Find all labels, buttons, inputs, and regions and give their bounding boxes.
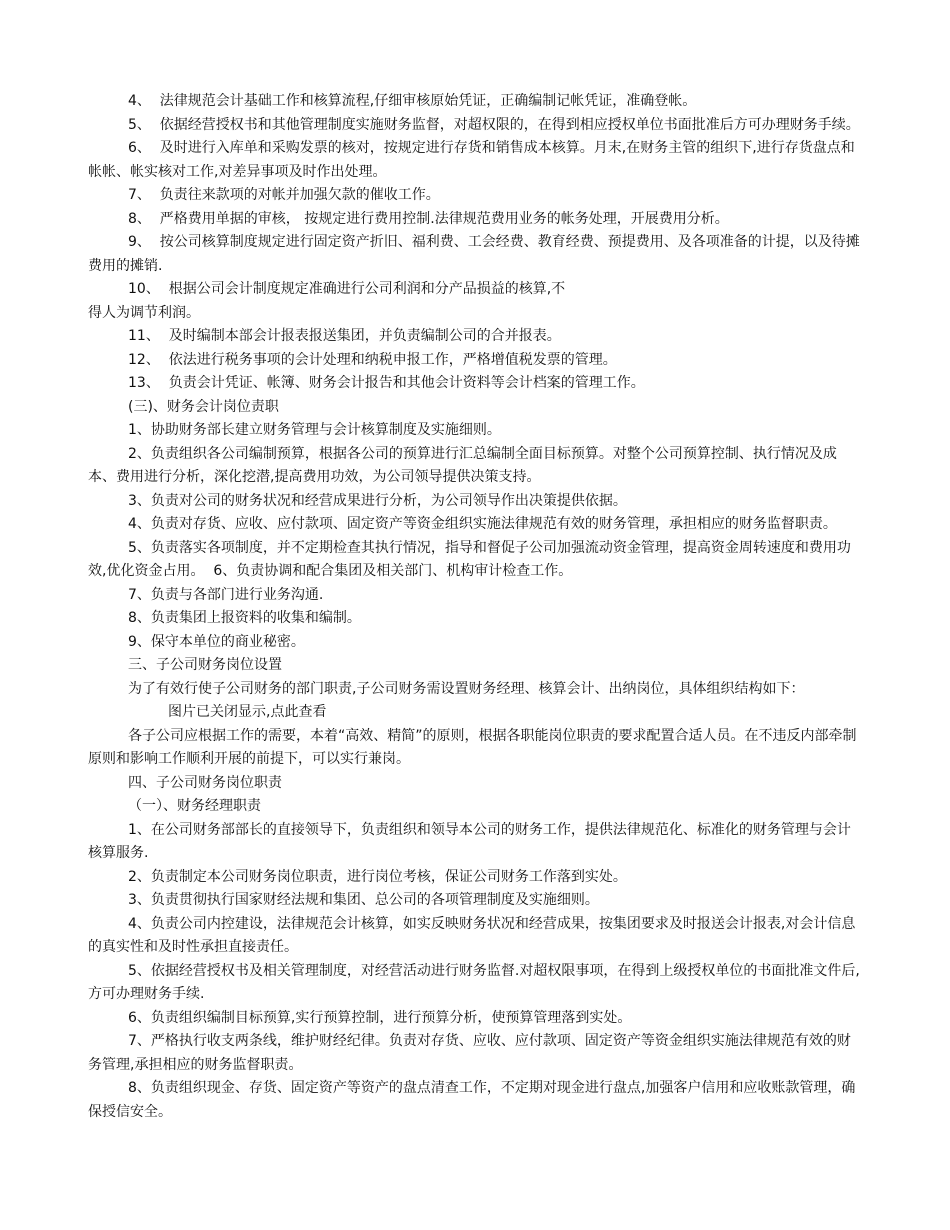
- paragraph: 9、保守本单位的商业秘密。: [128, 633, 305, 650]
- paragraph: 3、负责对公司的财务状况和经营成果进行分析，为公司领导作出决策提供依据。: [128, 492, 627, 509]
- paragraph: 为了有效行使子公司财务的部门职责,子公司财务需设置财务经理、核算会计、出纳岗位，具体组织结构如下：: [128, 680, 805, 697]
- paragraph: 4、 法律规范会计基础工作和核算流程,仔细审核原始凭证，正确编制记帐凭证，准确登帐。: [128, 93, 697, 109]
- paragraph: 各子公司应根据工作的需要，本着“高效、精简”的原则，根据各职能岗位职责的要求配置合适人员。在不违反内部牵制原则和影响工作顺利开展的前提下，可以实行兼岗。: [88, 727, 857, 767]
- paragraph: 2、负责组织各公司编制预算，根据各公司的预算进行汇总编制全面目标预算。对整个公司预算控制、执行情况及成本、费用进行分析，深化挖潜,提高费用功效，为公司领导提供决策支持。: [88, 445, 837, 485]
- paragraph: 11、 及时编制本部会计报表报送集团，并负责编制公司的合并报表。: [128, 328, 561, 344]
- paragraph: 6、负责组织编制目标预算,实行预算控制，进行预算分析，使预算管理落到实处。: [128, 1009, 632, 1026]
- paragraph: 4、负责对存货、应收、应付款项、固定资产等资金组织实施法律规范有效的财务管理，承担相应的财务监督职责。: [128, 516, 837, 532]
- paragraph: 7、负责与各部门进行业务沟通.: [128, 586, 324, 603]
- paragraph: 8、 严格费用单据的审核， 按规定进行费用控制.法律规范费用业务的帐务处理，开展费用分析。: [128, 210, 729, 227]
- paragraph: 10、 根据公司会计制度规定准确进行公司利润和分产品损益的核算,不: [128, 281, 566, 297]
- section-heading: 四、子公司财务岗位职责: [128, 774, 282, 791]
- paragraph: 12、 依法进行税务事项的会计处理和纳税申报工作，严格增值税发票的管理。: [128, 351, 617, 368]
- paragraph: 5、依据经营授权书及相关管理制度，对经营活动进行财务监督.对超权限事项，在得到上级授权单位的书面批准文件后,方可办理财务手续.: [88, 962, 860, 1002]
- paragraph: 8、负责组织现金、存货、固定资产等资产的盘点清查工作，不定期对现金进行盘点,加强客户信用和应收账款管理，确保授信安全。: [88, 1080, 856, 1120]
- paragraph: 2、负责制定本公司财务岗位职责，进行岗位考核，保证公司财务工作落到实处。: [128, 868, 627, 885]
- image-placeholder-link[interactable]: 图片已关闭显示,点此查看: [168, 704, 327, 720]
- section-heading: (三)、财务会计岗位责职: [128, 398, 279, 415]
- paragraph: 3、负责贯彻执行国家财经法规和集团、总公司的各项管理制度及实施细则。: [128, 892, 599, 908]
- paragraph: 5、 依据经营授权书和其他管理制度实施财务监督，对超权限的，在得到相应授权单位书面批准后方可办理财务手续。: [128, 116, 860, 133]
- paragraph: 7、 负责往来款项的对帐并加强欠款的催收工作。: [128, 187, 440, 203]
- paragraph: 9、 按公司核算制度规定进行固定资产折旧、福利费、工会经费、教育经费、预提费用、及各项准备的计提，以及待摊费用的摊销.: [88, 234, 860, 274]
- paragraph: 1、协助财务部长建立财务管理与会计核算制度及实施细则。: [128, 422, 501, 438]
- paragraph: 7、严格执行收支两条线，维护财经纪律。负责对存货、应收、应付款项、固定资产等资金组织实施法律规范有效的财务管理,承担相应的财务监督职责。: [88, 1033, 851, 1073]
- paragraph: 4、负责公司内控建设，法律规范会计核算，如实反映财务状况和经营成果，按集团要求及时报送会计报表,对会计信息的真实性和及时性承担直接责任。: [88, 915, 856, 955]
- paragraph: 得人为调节利润。: [88, 304, 200, 321]
- document-body: [88, 90, 860, 1124]
- section-heading: 三、子公司财务岗位设置: [128, 657, 282, 673]
- paragraph: 6、 及时进行入库单和采购发票的核对，按规定进行存货和销售成本核算。月末,在财务主管的组织下,进行存货盘点和帐帐、帐实核对工作,对差异事项及时作出处理。: [88, 140, 855, 180]
- paragraph: 13、 负责会计凭证、帐簿、财务会计报告和其他会计资料等会计档案的管理工作。: [128, 375, 645, 391]
- paragraph: 1、在公司财务部部长的直接领导下，负责组织和领导本公司的财务工作，提供法律规范化、标准化的财务管理与会计核算服务.: [88, 821, 851, 861]
- section-heading: （一）、财务经理职责: [128, 798, 261, 814]
- paragraph: 5、负责落实各项制度，并不定期检查其执行情况，指导和督促子公司加强流动资金管理，提高资金周转速度和费用功效,优化资金占用。 6、负责协调和配合集团及相关部门、机构审计检查工作。: [88, 539, 851, 579]
- paragraph: 8、负责集团上报资料的收集和编制。: [128, 610, 361, 626]
